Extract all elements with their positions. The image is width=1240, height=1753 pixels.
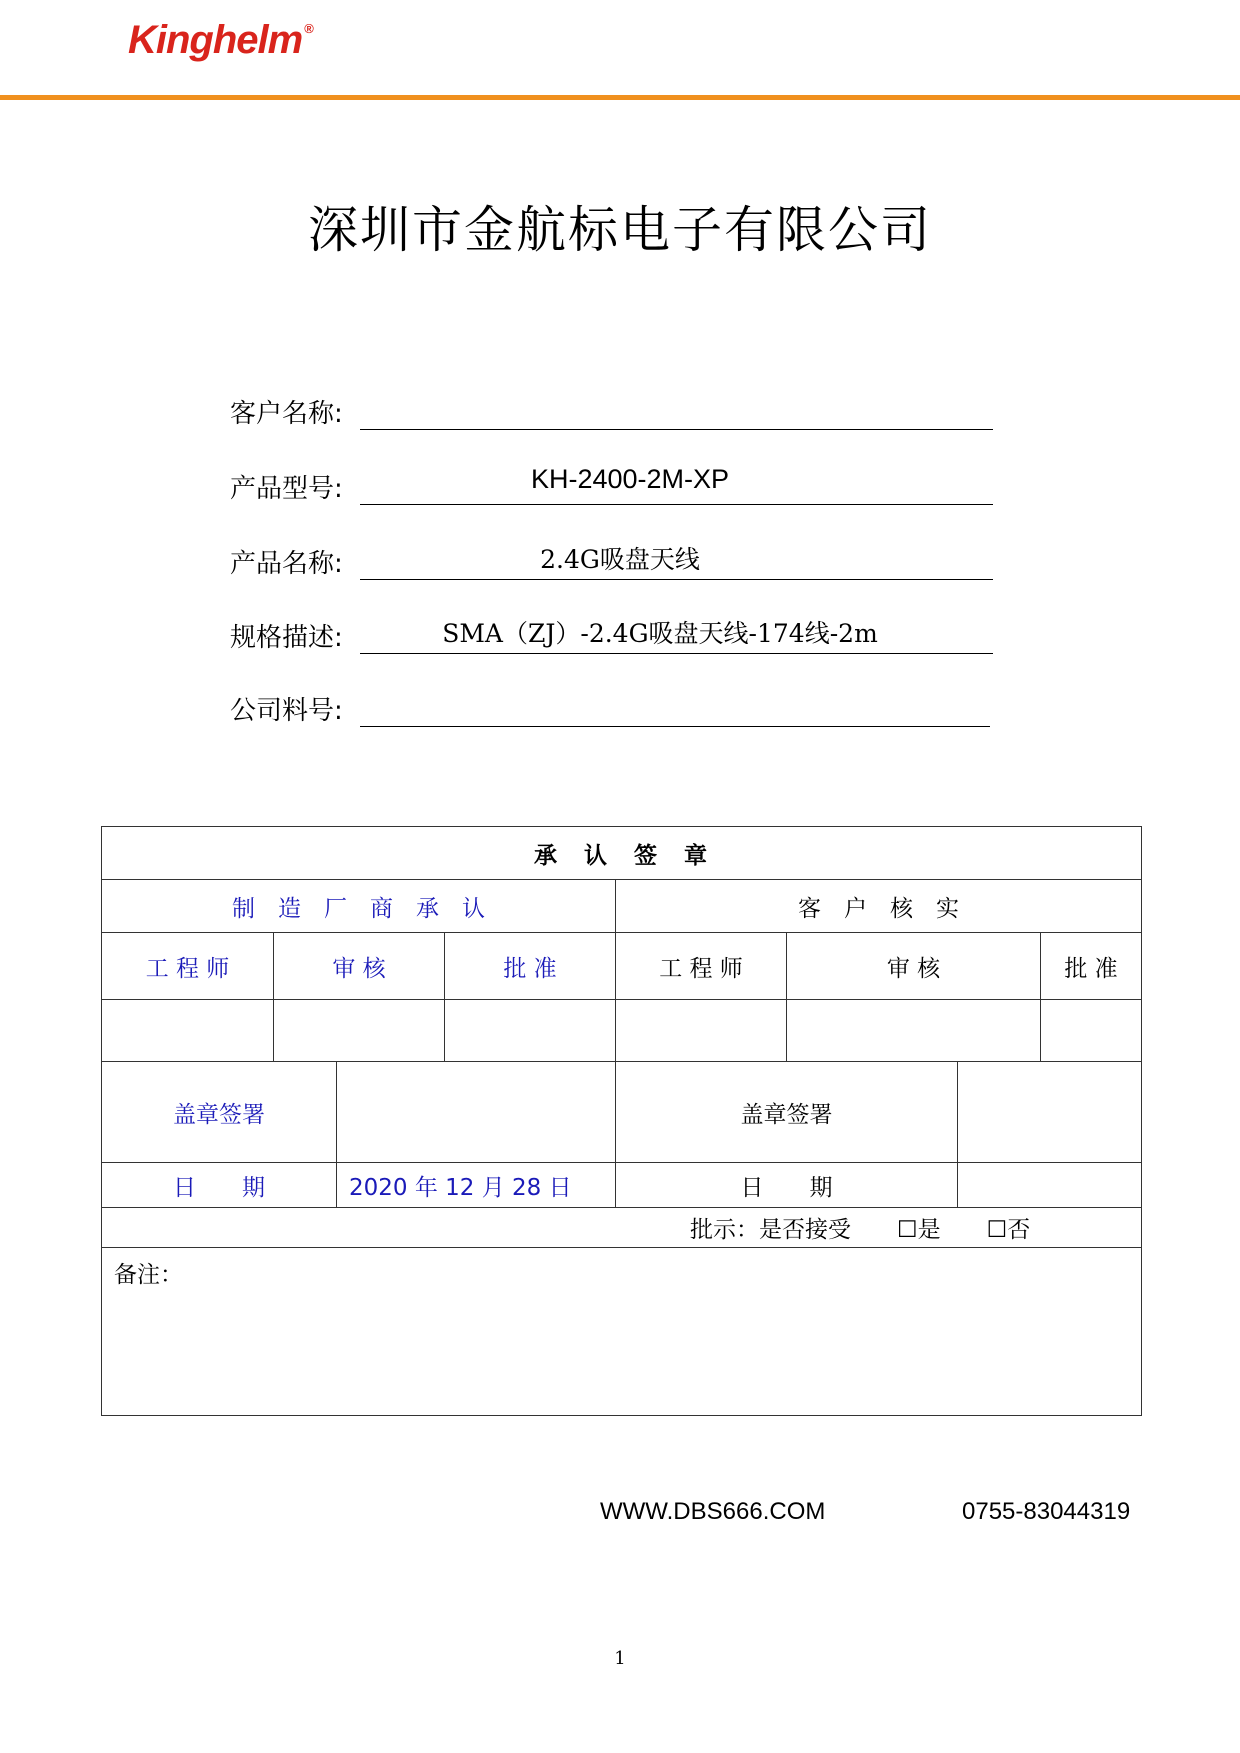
page-number: 1 (614, 1648, 626, 1669)
manufacturer-approve-label: 批 准 (445, 933, 616, 1000)
field-label: 公司料号: (230, 696, 343, 726)
field-label: 客户名称: (230, 399, 343, 429)
manufacturer-seal-area[interactable] (337, 1062, 616, 1163)
manufacturer-approval-header: 制 造 厂 商 承 认 (102, 880, 616, 933)
customer-date-label: 日 期 (616, 1163, 958, 1208)
field-label: 产品名称: (230, 549, 343, 579)
customer-date-value[interactable] (958, 1163, 1142, 1208)
manufacturer-review-label: 审 核 (274, 933, 445, 1000)
field-value: SMA（ZJ）-2.4G吸盘天线-174线-2m (442, 619, 878, 648)
field-underline (360, 504, 993, 505)
manufacturer-approve-signature[interactable] (445, 1000, 616, 1062)
manufacturer-engineer-label: 工 程 师 (102, 933, 274, 1000)
field-underline (360, 726, 990, 727)
field-label: 产品型号: (230, 474, 343, 504)
remarks-label: 备注： (114, 1262, 183, 1288)
logo-text: Kinghelm (128, 18, 303, 62)
registered-mark: ® (304, 20, 313, 36)
manufacturer-date-value: 2020 年 12 月 28 日 (337, 1163, 616, 1208)
customer-seal-label: 盖章签署 (616, 1062, 958, 1163)
footer-phone: 0755-83044319 (962, 1498, 1131, 1525)
company-name: 深圳市金航标电子有限公司 (308, 201, 932, 259)
field-value: 2.4G吸盘天线 (540, 545, 700, 574)
manufacturer-seal-label: 盖章签署 (102, 1062, 337, 1163)
header-divider (0, 95, 1240, 100)
customer-engineer-label: 工 程 师 (616, 933, 787, 1000)
approval-title: 承 认 签 章 (102, 827, 1142, 880)
customer-seal-area[interactable] (958, 1062, 1142, 1163)
customer-engineer-signature[interactable] (616, 1000, 787, 1062)
manufacturer-review-signature[interactable] (274, 1000, 445, 1062)
customer-verification-header: 客 户 核 实 (616, 880, 1142, 933)
approval-table (101, 826, 1142, 1416)
customer-approve-label: 批 准 (1041, 933, 1142, 1000)
kinghelm-logo (128, 18, 313, 63)
field-underline (360, 579, 993, 580)
manufacturer-engineer-signature[interactable] (102, 1000, 274, 1062)
customer-review-label: 审 核 (787, 933, 1041, 1000)
acceptance-instruction[interactable]: 批示：是否接受 ☐是 ☐否 (102, 1208, 1142, 1248)
customer-review-signature[interactable] (787, 1000, 1041, 1062)
footer-website: WWW.DBS666.COM (600, 1498, 826, 1525)
customer-approve-signature[interactable] (1041, 1000, 1142, 1062)
field-underline (360, 653, 993, 654)
field-value: KH-2400-2M-XP (530, 464, 730, 494)
remarks-area[interactable] (102, 1248, 1142, 1416)
manufacturer-date-label: 日 期 (102, 1163, 337, 1208)
field-underline (360, 429, 993, 430)
field-label: 规格描述: (230, 623, 343, 653)
